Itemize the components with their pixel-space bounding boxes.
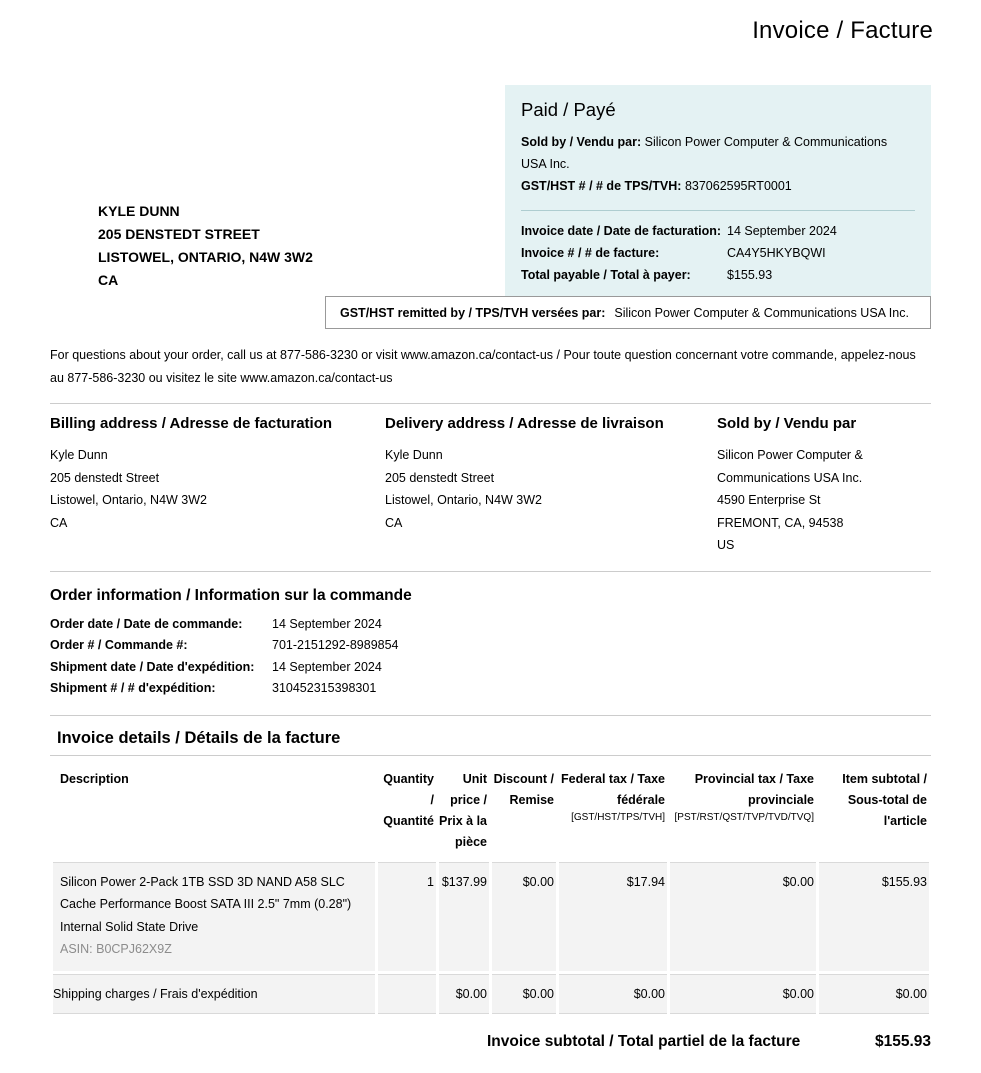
section-divider	[50, 571, 931, 572]
sold-by-address-line: US	[717, 538, 735, 552]
sold-by-label: Sold by / Vendu par:	[521, 135, 642, 149]
column-header-discount: Discount / Remise	[492, 759, 556, 859]
delivery-address-line: CA	[385, 515, 403, 530]
page-title: Invoice / Facture	[752, 17, 933, 44]
total-payable-value: $155.93	[727, 268, 773, 282]
invoice-number-value: CA4Y5HKYBQWI	[727, 246, 826, 260]
shipping-discount-cell: $0.00	[492, 974, 556, 1015]
column-header-unit-price: Unit price / Prix à la pièce	[439, 759, 489, 859]
shipping-row	[53, 974, 929, 1015]
invoice-subtotal-label: Invoice subtotal / Total partiel de la facture	[487, 1033, 801, 1050]
paid-box-divider	[521, 210, 915, 211]
total-payable-label: Total payable / Total à payer:	[521, 268, 691, 282]
column-header-item-subtotal: Item subtotal / Sous-total de l'article	[819, 759, 929, 859]
order-date-label: Order date / Date de commande:	[50, 616, 243, 631]
federal-tax-codes: [GST/HST/TPS/TVH]	[571, 811, 665, 823]
shipping-unit-price-cell: $0.00	[439, 974, 489, 1015]
delivery-address-line: 205 denstedt Street	[385, 470, 495, 485]
order-number-value: 701-2151292-8989854	[272, 638, 399, 652]
shipping-quantity-cell	[378, 974, 436, 1015]
shipping-provincial-tax-cell: $0.00	[670, 974, 816, 1015]
invoice-details-heading: Invoice details / Détails de la facture	[57, 728, 341, 747]
customer-address-line: CA	[98, 272, 119, 288]
invoice-date-label: Invoice date / Date de facturation:	[521, 224, 722, 238]
delivery-address-line: Kyle Dunn	[385, 448, 443, 462]
gst-remitted-label: GST/HST remitted by / TPS/TVH versées par:	[340, 305, 606, 320]
shipment-date-value: 14 September 2024	[272, 659, 382, 674]
product-description-cell	[53, 862, 375, 971]
customer-address-line: LISTOWEL, ONTARIO, N4W 3W2	[98, 249, 313, 265]
sold-by-address-line: FREMONT, CA, 94538	[717, 515, 844, 530]
customer-mailing-address	[98, 200, 313, 292]
invoice-number-row	[521, 242, 915, 264]
invoice-subtotal-row	[50, 1027, 931, 1057]
gst-number-value: 837062595RT0001	[684, 179, 792, 193]
contact-info-text: For questions about your order, call us at 877-586-3230 or visit www.amazon.ca/contact-us / Pour toute question concernant votre commande, appelez-nous au 877-586-3230 ou visitez le site www.amazon.ca/contact-us	[50, 348, 916, 385]
delivery-address-line: Listowel, Ontario, N4W 3W2	[385, 493, 542, 507]
product-quantity-cell: 1	[378, 862, 436, 971]
section-divider	[50, 403, 931, 404]
gst-remitted-box	[325, 296, 931, 329]
billing-address-line: Listowel, Ontario, N4W 3W2	[50, 493, 207, 507]
shipment-date-label: Shipment date / Date d'expédition:	[50, 659, 255, 674]
sold-by-value: Silicon Power Computer & Communications USA Inc.	[521, 135, 888, 171]
sold-by-line	[521, 131, 915, 175]
gst-number-label: GST/HST # / # de TPS/TVH:	[521, 179, 682, 193]
provincial-tax-codes: [PST/RST/QST/TVP/TVD/TVQ]	[674, 811, 814, 823]
shipment-date-row	[50, 657, 931, 679]
order-info-heading: Order information / Information sur la commande	[50, 586, 412, 604]
sold-by-address-block	[717, 415, 931, 557]
column-header-federal-tax: Federal tax / Taxe fédérale [GST/HST/TPS/TVH]	[559, 759, 667, 859]
shipment-number-row	[50, 678, 931, 700]
column-header-provincial-tax: Provincial tax / Taxe provinciale [PST/RST/QST/TVP/TVD/TVQ]	[670, 759, 816, 859]
gst-remitted-value: Silicon Power Computer & Communications USA Inc.	[614, 305, 909, 320]
product-item-subtotal-cell: $155.93	[819, 862, 929, 971]
paid-summary-box	[505, 85, 931, 302]
invoice-body	[0, 344, 981, 1057]
shipping-federal-tax-cell: $0.00	[559, 974, 667, 1015]
shipment-number-value: 310452315398301	[272, 681, 377, 695]
section-divider	[50, 715, 931, 716]
gst-number-line	[521, 175, 915, 197]
table-header-row	[53, 759, 929, 859]
invoice-number-label: Invoice # / # de facture:	[521, 246, 660, 260]
billing-address-line: 205 denstedt Street	[50, 470, 160, 485]
invoice-subtotal-value: $155.93	[874, 1033, 931, 1050]
shipping-description-cell: Shipping charges / Frais d'expédition	[53, 974, 375, 1015]
sold-by-address-heading: Sold by / Vendu par	[717, 415, 857, 432]
invoice-details-table	[50, 756, 932, 1018]
delivery-address-heading: Delivery address / Adresse de livraison	[385, 415, 664, 432]
billing-address-line: Kyle Dunn	[50, 448, 108, 462]
product-federal-tax-cell: $17.94	[559, 862, 667, 971]
invoice-date-value: 14 September 2024	[727, 224, 837, 238]
product-discount-cell: $0.00	[492, 862, 556, 971]
sold-by-address-line: Silicon Power Computer &	[717, 448, 863, 462]
shipment-number-label: Shipment # / # d'expédition:	[50, 681, 216, 695]
customer-address-line: KYLE DUNN	[98, 203, 180, 219]
product-unit-price-cell: $137.99	[439, 862, 489, 971]
customer-address-line: 205 DENSTEDT STREET	[98, 226, 260, 242]
shipping-item-subtotal-cell: $0.00	[819, 974, 929, 1015]
product-provincial-tax-cell: $0.00	[670, 862, 816, 971]
column-header-description: Description	[53, 759, 375, 859]
order-number-row	[50, 635, 931, 657]
product-description: Silicon Power 2-Pack 1TB SSD 3D NAND A58 SLC Cache Performance Boost SATA III 2.5" 7mm (0.28") Internal Solid State Drive	[60, 874, 352, 934]
billing-address-block	[50, 415, 385, 557]
order-number-label: Order # / Commande #:	[50, 638, 188, 652]
addresses-section	[50, 415, 931, 557]
sold-by-address-line: 4590 Enterprise St	[717, 493, 821, 507]
paid-box-title: Paid / Payé	[521, 99, 616, 120]
column-header-quantity: Quantity / Quantité	[378, 759, 436, 859]
invoice-date-row	[521, 220, 915, 242]
billing-address-heading: Billing address / Adresse de facturation	[50, 415, 333, 432]
sold-by-address-line: Communications USA Inc.	[717, 470, 863, 485]
total-payable-row	[521, 264, 915, 286]
billing-address-line: CA	[50, 515, 68, 530]
product-row	[53, 862, 929, 971]
product-asin: ASIN: B0CPJ62X9Z	[60, 942, 172, 956]
order-date-value: 14 September 2024	[272, 616, 382, 631]
order-info-section	[50, 614, 931, 700]
order-date-row	[50, 614, 931, 636]
delivery-address-block	[385, 415, 717, 557]
